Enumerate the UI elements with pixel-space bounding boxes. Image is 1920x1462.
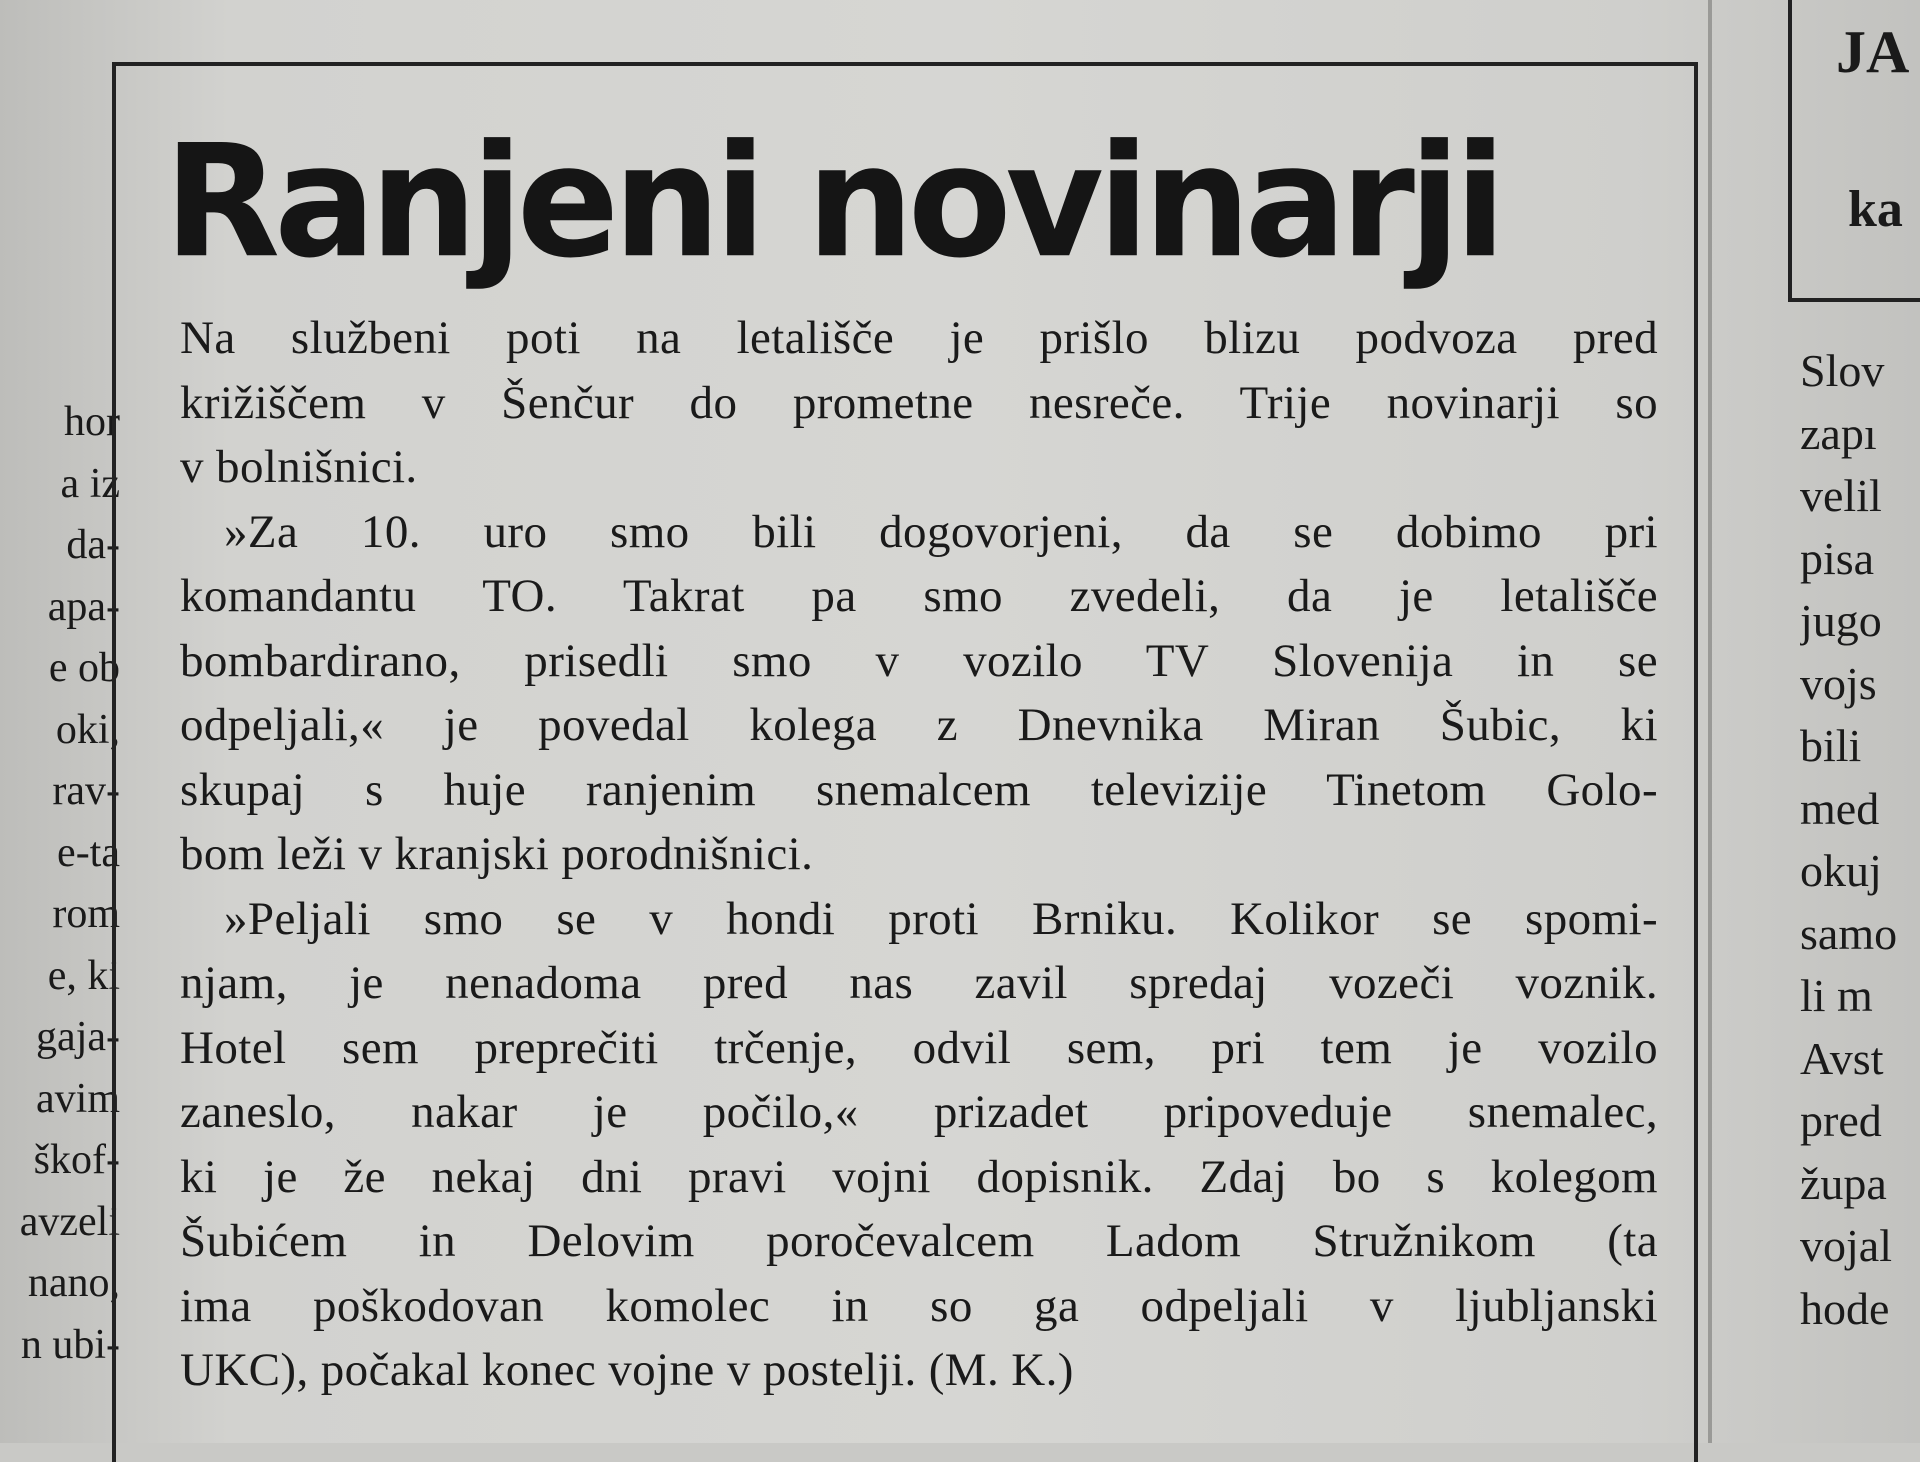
right-column-line: Avst [1800,1032,1884,1084]
left-column-line: rom [52,891,120,937]
right-column-line: zapı [1800,407,1877,459]
right-column-line: pred [1800,1095,1882,1146]
article-line: ki je že nekaj dni pravi vojni dopisnik. Zdaj bo s kolegom [180,1150,1658,1203]
right-column-line: Slov [1800,345,1885,396]
left-column-line: e, ki [47,952,120,999]
left-column-line: gaja- [36,1014,120,1060]
article-line: skupaj s huje ranjenim snemalcem televizije Tinetom Golo- [180,763,1658,816]
article-line: Šubićem in Delovim poročevalcem Ladom Stružnikom (ta [180,1215,1658,1267]
right-column-line: okuj [1800,845,1882,896]
left-neighbour-column [0,392,120,1376]
right-box-subtitle: ka [1848,181,1903,238]
right-column-line: med [1800,782,1880,834]
left-column-line: e-ta [57,829,120,876]
right-neighbour-box [1788,0,1920,302]
right-column-line: samo [1800,907,1898,959]
article-line: zaneslo, nakar je počilo,« prizadet pripoveduje snemalec, [180,1086,1658,1138]
right-column-line: pisa [1800,532,1875,584]
right-column-line: li m [1800,970,1873,1021]
article-line: Hotel sem preprečiti trčenje, odvil sem, pri tem je vozilo [180,1021,1658,1074]
article-line: »Peljali smo se v hondi proti Brniku. Kolikor se spomi- [224,892,1658,945]
right-column-line: bili [1800,720,1862,771]
article-line: v bolnišnici. [180,441,418,493]
right-column-line: jugo [1800,595,1882,646]
article-line: Na službeni poti na letališče je prišlo blizu podvoza pred [180,312,1658,364]
article-line: »Za 10. uro smo bili dogovorjeni, da se dobimo pri [224,505,1658,558]
article-line: bombardirano, prisedli smo v vozilo TV Slovenija in se [180,634,1658,687]
article-headline: Ranjeni novinarji [164,111,1501,293]
left-column-line: a iz [60,460,120,507]
article-line: komandantu TO. Takrat pa smo zvedeli, da je letališče [180,570,1658,622]
right-column-line: hode [1800,1282,1890,1334]
left-column-line: avzeli [19,1198,120,1245]
article-body [180,306,1658,1403]
right-neighbour-column [1800,340,1920,1340]
article-line: ima poškodovan komolec in so ga odpeljali v ljubljanski [180,1279,1658,1332]
article-line: njam, je nenadoma pred nas zavil spredaj vozeči voznik. [180,957,1658,1009]
left-column-line: nano, [27,1260,120,1306]
right-box-title: JA [1836,19,1910,85]
article-box [112,62,1698,1462]
left-column-line: n ubi- [20,1321,120,1368]
article-line: UKC), počakal konec vojne v postelji. (M. K.) [180,1344,1074,1396]
article-line: bom leži v kranjski porodnišnici. [180,828,814,880]
left-column-line: e ob [48,645,120,691]
right-column-line: župa [1800,1157,1887,1209]
left-column-line: da- [66,522,120,568]
article-line: odpeljali,« je povedal kolega z Dnevnika Miran Šubic, ki [180,699,1658,751]
left-column-line: rav- [52,768,120,814]
right-column-line: vojs [1800,657,1877,709]
left-column-line: apa- [47,583,120,630]
left-column-line: oki, [55,706,120,753]
left-column-line: hor [64,399,120,445]
article-line: križiščem v Šenčur do prometne nesreče. Trije novinarji so [180,376,1658,429]
right-column-line: vojal [1800,1220,1892,1271]
right-column-line: velil [1800,470,1882,521]
left-column-line: škof- [33,1137,120,1183]
column-divider [1708,0,1712,1443]
left-column-line: avim [36,1075,120,1122]
